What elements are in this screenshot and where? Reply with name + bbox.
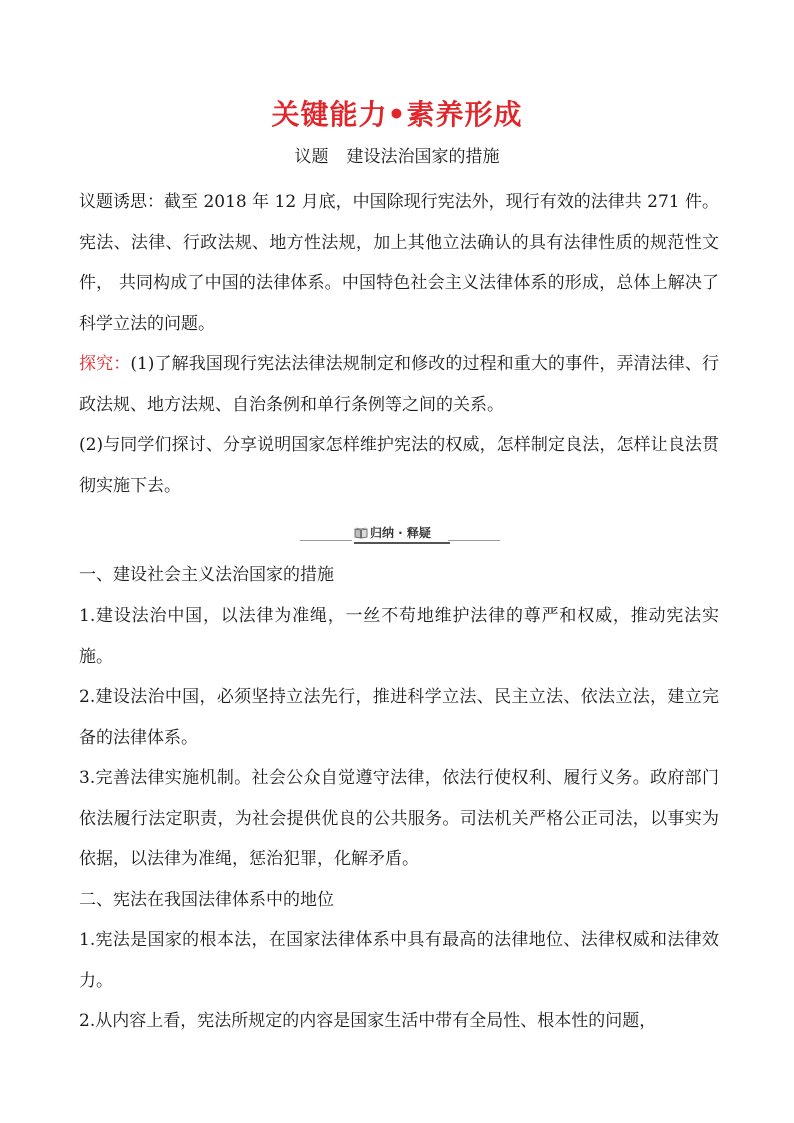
banner-divider-left xyxy=(300,540,352,541)
topic-text: 建设法治国家的措施 xyxy=(346,147,500,167)
section1-heading: 一、建设社会主义法治国家的措施 xyxy=(79,565,334,585)
explore-paragraph-1 xyxy=(79,344,719,425)
section1-point-3: 3.完善法律实施机制。社会公众自觉遵守法律，依法行使权利、履行义务。政府部门依法履行法定职责，为社会提供优良的公共服务。司法机关严格公正司法，以事实为依据，以法律为准绳，惩治犯罪，化解矛盾。 xyxy=(79,768,719,869)
section2-point-1: 1.宪法是国家的根本法，在国家法律体系中具有最高的法律地位、法律权威和法律效力。 xyxy=(79,930,719,991)
explore-item-1: (1)了解我国现行宪法法律法规制定和修改的过程和重大的事件，弄清法律、行政法规、地方法规、自治条例和单行条例等之间的关系。 xyxy=(79,354,719,415)
topic-subtitle xyxy=(0,144,794,170)
section2-heading: 二、宪法在我国法律体系中的地位 xyxy=(79,890,334,910)
page-title: 关键能力•素养形成 xyxy=(271,98,523,131)
section1-point-1: 1.建设法治中国，以法律为准绳，一丝不苟地维护法律的尊严和权威，推动宪法实施。 xyxy=(79,606,719,667)
topic-label: 议题 xyxy=(294,147,329,167)
intro-paragraph xyxy=(79,182,719,344)
book-icon xyxy=(354,527,368,539)
section1-point-2: 2.建设法治中国，必须坚持立法先行，推进科学立法、民主立法、依法立法，建立完备的法律体系。 xyxy=(79,687,719,748)
section2-point-2: 2.从内容上看，宪法所规定的内容是国家生活中带有全局性、根本性的问题， xyxy=(79,1011,657,1031)
banner-divider-right xyxy=(448,540,500,541)
intro-label: 议题诱思： xyxy=(79,192,165,212)
explore-label: 探究： xyxy=(79,354,131,374)
summary-banner xyxy=(300,523,500,545)
banner-text: 归纳 · 释疑 xyxy=(370,526,431,540)
explore-paragraph-2: (2)与同学们探讨、分享说明国家怎样维护宪法的权威，怎样制定良法，怎样让良法贯彻实施下去。 xyxy=(79,435,719,496)
banner-underline xyxy=(354,542,450,544)
intro-text: 截至 2018 年 12 月底，中国除现行宪法外，现行有效的法律共 271 件。宪法、法律、行政法规、地方性法规，加上其他立法确认的具有法律性质的规范性文件， 共同构成了中国的法律体系。中国特色社会主义法律体系的形成，总体上解决了科学立法的问题。 xyxy=(79,192,720,334)
